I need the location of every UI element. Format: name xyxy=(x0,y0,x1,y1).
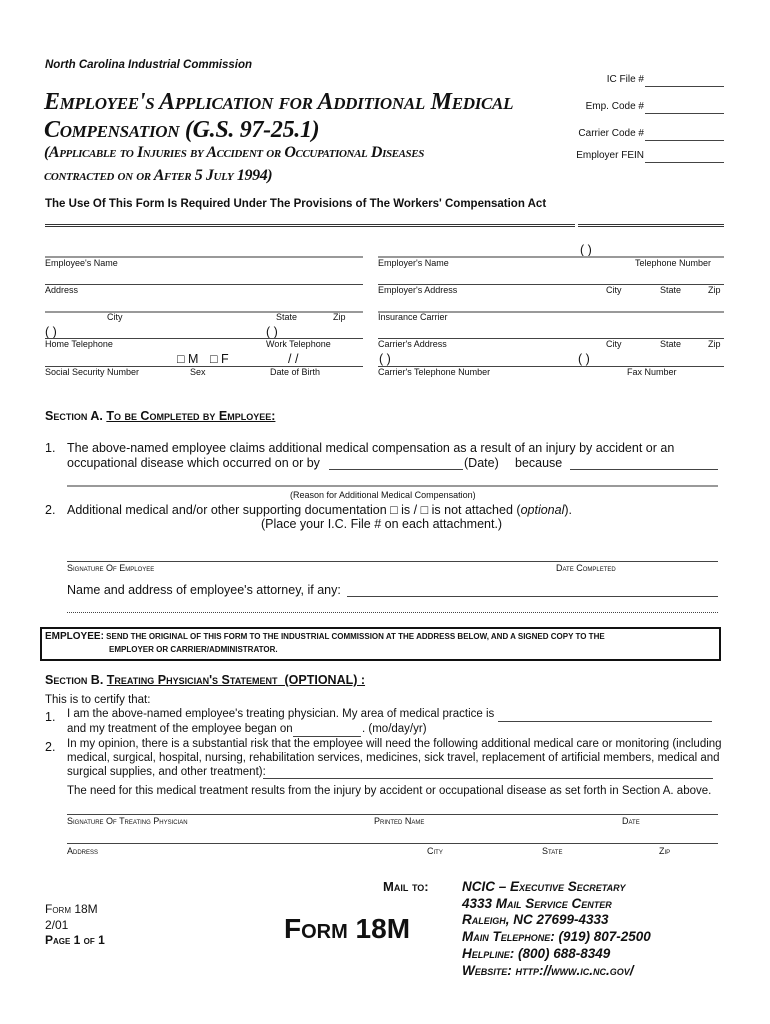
item-number: 1. xyxy=(45,710,56,724)
section-b-item1-text: I am the above-named employee's treating physician. My area of medical practice is xyxy=(67,708,495,720)
form-title-line2: Compensation (G.S. 97-25.1) xyxy=(44,117,320,143)
closing-text: ). xyxy=(564,503,572,517)
form-subtitle-line2: contracted on or After 5 July 1994) xyxy=(44,167,273,184)
carrier-code-field[interactable] xyxy=(645,140,724,141)
section-a-title: To be Completed by Employee: xyxy=(106,409,276,423)
notice-lead: EMPLOYEE: xyxy=(45,631,104,642)
carrier-state-label: State xyxy=(660,339,682,349)
optional-text: optional xyxy=(520,503,565,517)
section-b-item2-text1: In my opinion, there is a substantial risk that the employee will need the following additional medical care or monitoring (including xyxy=(67,738,722,750)
mail-city: Raleigh, NC 27699-4333 xyxy=(462,912,609,927)
treatment-date-field[interactable] xyxy=(293,736,361,737)
additional-care-field[interactable] xyxy=(263,778,713,779)
section-b-item2-text3: surgical supplies, and other treatment): xyxy=(67,766,266,778)
treatment-began-label: and my treatment of the employee began on xyxy=(67,723,293,735)
physician-state-label: State xyxy=(542,846,563,856)
attorney-label: Name and address of employee's attorney, if any: xyxy=(67,583,341,597)
date-completed-label: Date Completed xyxy=(556,563,616,573)
home-phone-parens: ( ) xyxy=(45,325,57,339)
physician-address-label: Address xyxy=(67,846,99,856)
date-format-label: . (mo/day/yr) xyxy=(362,723,427,735)
employee-signature-field[interactable] xyxy=(67,561,718,562)
form-title-line1: Employee's Application for Additional Medical xyxy=(44,89,514,115)
dob-separators: / / xyxy=(288,352,299,366)
carrier-address-label: Carrier's Address xyxy=(378,339,447,349)
carrier-telephone-label: Carrier's Telephone Number xyxy=(378,367,491,377)
attachment-checkboxes-text[interactable]: Additional medical and/or other supporting documentation □ is / □ is not attached ( xyxy=(67,503,521,517)
section-b-title xyxy=(107,673,365,687)
section-b-item2-text2: medical, surgical, hospital, nursing, rehabilitation services, medicines, sick travel, replacement of artificial members, medical and xyxy=(67,752,720,764)
employer-phone-parens: ( ) xyxy=(580,243,592,257)
form-name-large: Form 18M xyxy=(284,913,411,944)
section-a-heading xyxy=(45,410,275,423)
mail-to-label: Mail to: xyxy=(383,879,429,894)
notice-text: SEND THE ORIGINAL OF THIS FORM TO THE INDUSTRIAL COMMISSION AT THE ADDRESS BELOW, AND A SIGNED COPY TO THE xyxy=(106,632,605,641)
reason-field-line2[interactable] xyxy=(67,485,718,487)
sex-label: Sex xyxy=(190,367,206,377)
mail-street: 4333 Mail Service Center xyxy=(462,896,612,911)
attorney-field-line2[interactable] xyxy=(67,612,718,613)
sex-male-checkbox[interactable]: □ M xyxy=(177,352,199,366)
address-field[interactable] xyxy=(45,284,363,285)
carrier-code-label: Carrier Code # xyxy=(578,128,644,139)
employer-fein-label: Employer FEIN xyxy=(576,150,644,161)
sex-female-checkbox[interactable]: □ F xyxy=(210,352,229,366)
work-phone-parens: ( ) xyxy=(266,325,278,339)
signature-of-employee-label: Signature Of Employee xyxy=(67,563,155,573)
printed-name-label: Printed Name xyxy=(374,816,425,826)
physician-signature-label: Signature Of Treating Physician xyxy=(67,816,188,826)
form-id: Form 18M xyxy=(45,902,98,916)
physician-signature-field[interactable] xyxy=(67,814,718,815)
divider xyxy=(45,224,575,227)
emp-code-label: Emp. Code # xyxy=(585,101,644,112)
item-number: 2. xyxy=(45,740,56,754)
form-revision: 2/01 xyxy=(45,918,69,932)
physician-date-label: Date xyxy=(622,816,640,826)
section-b-heading xyxy=(45,674,365,687)
employer-name-label: Employer's Name xyxy=(378,258,449,268)
telephone-number-label: Telephone Number xyxy=(635,258,712,268)
state-label: State xyxy=(276,312,298,322)
date-label: (Date) xyxy=(464,456,499,470)
optional-label: (OPTIONAL) : xyxy=(284,673,366,687)
insurance-carrier-label: Insurance Carrier xyxy=(378,312,448,322)
city-state-zip-field[interactable] xyxy=(45,311,363,313)
item-number: 1. xyxy=(45,441,56,455)
carrier-city-label: City xyxy=(606,339,622,349)
section-a-item1-text2: occupational disease which occurred on or by xyxy=(67,456,320,470)
ic-file-field[interactable] xyxy=(645,86,724,87)
home-telephone-label: Home Telephone xyxy=(45,339,113,349)
mail-recipient: NCIC – Executive Secretary xyxy=(462,879,626,894)
notice-line1 xyxy=(45,632,605,642)
notice-line2: EMPLOYER OR CARRIER/ADMINISTRATOR. xyxy=(109,645,278,654)
form-subtitle-line1: (Applicable to Injuries by Accident or Occupational Diseases xyxy=(44,144,424,161)
section-a-label: Section A. xyxy=(45,409,103,423)
website-link[interactable]: Website: http://www.ic.nc.gov/ xyxy=(462,963,634,978)
carrier-zip-label: Zip xyxy=(708,339,721,349)
section-b-label: Section B. xyxy=(45,673,104,687)
physician-zip-label: Zip xyxy=(659,846,671,856)
emp-code-field[interactable] xyxy=(645,113,724,114)
page-number: Page 1 of 1 xyxy=(45,933,105,947)
because-label: because xyxy=(515,456,563,470)
fax-number-label: Fax Number xyxy=(627,367,677,377)
helpline: Helpline: (800) 688-8349 xyxy=(462,946,611,961)
city-label: City xyxy=(107,312,123,322)
injury-date-field[interactable] xyxy=(329,469,463,470)
item-number: 2. xyxy=(45,503,56,517)
physician-address-field[interactable] xyxy=(67,843,718,844)
zip-label: Zip xyxy=(333,312,346,322)
reason-field[interactable] xyxy=(570,469,718,470)
attachment-instructions: (Place your I.C. File # on each attachment.) xyxy=(261,517,503,531)
work-telephone-label: Work Telephone xyxy=(266,339,331,349)
usage-notice: The Use Of This Form Is Required Under The Provisions of The Workers' Compensation Act xyxy=(45,198,547,210)
ic-file-label: IC File # xyxy=(606,74,644,85)
section-b-title-text: Treating Physician's Statement xyxy=(106,673,278,687)
reason-label: (Reason for Additional Medical Compensation) xyxy=(290,490,476,500)
carrier-phone-parens: ( ) xyxy=(379,352,391,366)
employer-state-label: State xyxy=(660,285,682,295)
dob-label: Date of Birth xyxy=(270,367,321,377)
practice-area-field[interactable] xyxy=(498,721,712,722)
ssn-label: Social Security Number xyxy=(45,367,140,377)
section-a-item2-text xyxy=(67,504,572,517)
main-telephone: Main Telephone: (919) 807-2500 xyxy=(462,929,651,944)
address-label: Address xyxy=(45,285,79,295)
certify-text: This is to certify that: xyxy=(45,694,151,706)
fax-parens: ( ) xyxy=(578,352,590,366)
employer-address-label: Employer's Address xyxy=(378,285,458,295)
physician-city-label: City xyxy=(427,846,443,856)
employer-fein-field[interactable] xyxy=(645,162,724,163)
attorney-field[interactable] xyxy=(347,596,718,597)
employee-name-label: Employee's Name xyxy=(45,258,118,268)
agency-name: North Carolina Industrial Commission xyxy=(45,59,253,71)
divider xyxy=(578,224,724,227)
employer-zip-label: Zip xyxy=(708,285,721,295)
employer-city-label: City xyxy=(606,285,622,295)
section-a-item1-text: The above-named employee claims additional medical compensation as a result of an injury by accident or an xyxy=(67,441,675,455)
need-statement: The need for this medical treatment results from the injury by accident or occupational disease as set forth in Section A. above. xyxy=(67,785,712,797)
